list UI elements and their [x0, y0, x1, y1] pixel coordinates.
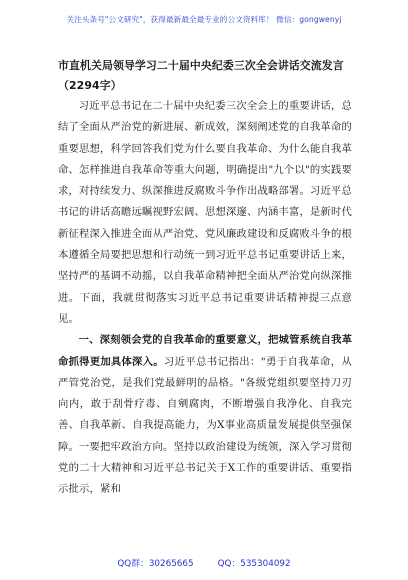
document-title: 市直机关局领导学习二十届中央纪委三次全会讲话交流发言（2294字）: [58, 59, 344, 92]
footer-qq-group: QQ群：30265665: [117, 559, 194, 569]
footer-qq: QQ：535304092: [217, 559, 291, 569]
section-1-heading: 一、深刻领会党的自我革命的重要意义，把城管系统自我革命抓得更加具体深入。: [58, 334, 352, 368]
section-1-body: 习近平总书记指出："勇于自我革命，从严管党治党，是我们党最鲜明的品格。"各级党组织要坚持刀刃向内，敢于刮骨疗毒、自剜腐肉，不断增强自我净化、自我完善、自我革新、自我提高能力，为X事业高质量发展提供坚强保障。一要把牢政治方向。坚持以政治建设为统领，深入学习贯彻党的二十大精神和习近平总书记关于X工作的重要讲话、重要指示批示，紧和: [58, 355, 353, 496]
header-banner: 关注头条号"公文研究"，获得最新最全最专业的公文资料库！ 微信：gongwenyj: [66, 15, 342, 24]
footer-contacts: [0, 556, 408, 569]
paragraph-section-1: [58, 330, 352, 500]
document-page: [58, 56, 352, 501]
paragraph-intro: 习近平总书记在二十届中央纪委三次全会上的重要讲话，总结了全面从严治党的新进展、新成效，深刻阐述党的自我革命的重要思想，科学回答我们党为什么要自我革命、为什么能自我革命、怎样推进自我革命等重大问题，明确提出"九个以"的实践要求，对持续发力、纵深推进反腐败斗争作出战略部署。习近平总书记的讲话高瞻远瞩视野宏阔、思想深邃、内涵丰富，是新时代新征程深入推进全面从严治党、党风廉政建设和反腐败斗争的根本遵循全局要把思想和行动统一到习近平总书记重要讲话上来，坚持严的基调不动摇，以自我革命精神把全面从严治党向纵深推进。下面，我就贯彻落实习近平总书记重要讲话精神提三点意见。: [58, 100, 352, 325]
